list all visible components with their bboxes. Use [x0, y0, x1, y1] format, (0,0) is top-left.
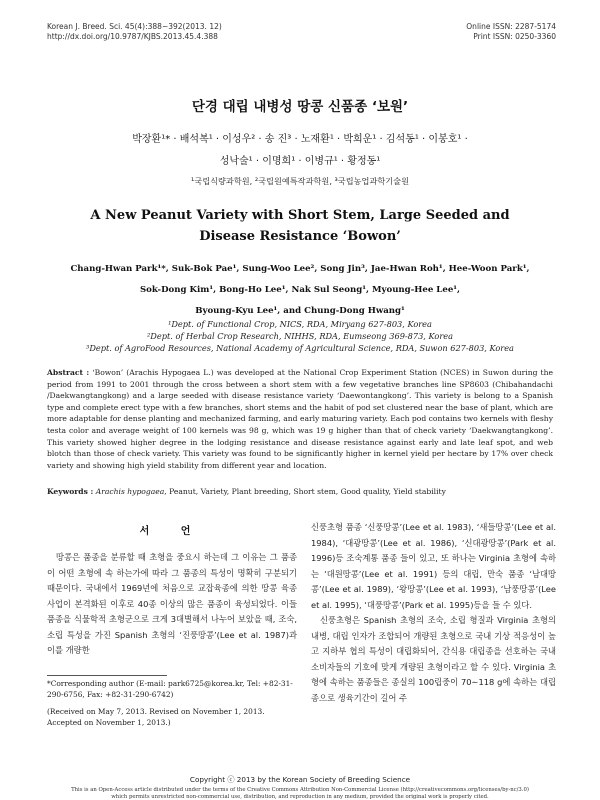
english-title [70, 205, 530, 247]
running-header-left [47, 22, 222, 42]
body-paragraph: 신풍초형은 Spanish 초형의 조숙, 소립 형질과 Virginia 초형의 내병, 대립 인자가 조합되어 개량된 초형으로 국내 기상 적응성이 높고 지하부 협의 특성이 대립화되어, 간식용 대립종을 선호하는 국내소비자들의 기호에 맞게 개량된 초형이라고 할 수 있다. Virginia 초형에 속하는 품종들은 종실의 100립중이 70∼118 g에 속하는 대립종으로 생육기간이 길어 주 [311, 615, 556, 703]
keywords [47, 486, 553, 497]
print-issn: Print ISSN: 0250-3360 [473, 32, 556, 41]
keywords-italic: Arachis hypogaea [95, 487, 165, 496]
abstract-label: Abstract : [47, 368, 90, 377]
body-paragraph: 신풍초형 품종 ‘신풍땅콩’(Lee et al. 1983), ‘새들땅콩’(Lee et al. 1984), ‘대광땅콩’(Lee et al. 1986), ‘신대광땅콩’(Park et al. 1996)등 조숙계통 품종 들이 있고, 또 하나는 Virginia 초형에 속하는 ‘대원땅콩’(Lee et al. 1991) 등의 대립, 만숙 품종 ‘남대땅콩’(Lee et al. 1989), ‘왕땅콩’(Lee et al. 1993), ‘남풍땅콩’(Lee et al. 1995), ‘대풍땅콩’(Park et al. 1995)등을 들 수 있다. [311, 522, 556, 610]
accepted-date: Accepted on November 1, 2013.) [47, 718, 171, 727]
abstract [47, 367, 553, 471]
affiliation-2: ²Dept. of Herbal Crop Research, NIHHS, RDA, Eumseong 369-873, Korea [147, 331, 453, 341]
korean-authors-line-1: 박장환¹* · 배석복¹ · 이성우² · 송 진³ · 노재환¹ · 박희운¹ · 김석동¹ · 이봉호¹ · [132, 134, 468, 145]
body-column-left [47, 550, 297, 659]
online-issn: Online ISSN: 2287-5174 [466, 22, 556, 31]
keywords-label: Keywords : [47, 487, 94, 496]
doi-link[interactable]: http://dx.doi.org/10.9787/KJBS.2013.45.4.388 [47, 32, 218, 41]
affiliation-1: ¹Dept. of Functional Crop, NICS, RDA, Miryang 627-803, Korea [168, 319, 432, 329]
english-title-line-2: Disease Resistance ‘Bowon’ [199, 229, 401, 244]
korean-authors [60, 129, 540, 173]
corresponding-author: *Corresponding author (E-mail: park6725@korea.kr, Tel: +82-31-290-6756, Fax: +82-31-290-6742) [47, 679, 293, 699]
received-date: (Received on May 7, 2013. Revised on November 1, 2013. [47, 707, 265, 716]
english-authors-line-2: Sok-Dong Kim¹, Bong-Ho Lee¹, Nak Sul Seong¹, Myoung-Hee Lee¹, [139, 285, 461, 295]
body-paragraph: 땅콩은 품종을 분류할 때 초형을 중요시 하는데 그 이유는 그 품종이 어떤 초형에 속 하는가에 따라 그 품종의 특성이 명확히 구분되기 때문이다. 국내에서 1969년에 처음으로 교잡육종에 의한 땅콩 육종사업이 본격화된 이후로 40종 이상의 많은 품종이 육성되었다. 이들 품종을 식물학적 초형군으로 크게 3대별해서 나누어 보았을 때, 조숙, 소립 특성을 가진 Spanish 초형의 ‘진풍땅콩’(Lee et al. 1987)과 이를 개량한 [47, 552, 297, 655]
section-heading-introduction: 서 언 [139, 526, 205, 537]
abstract-text: ‘Bowon’ (Arachis Hypogaea L.) was developed at the National Crop Experiment Station (NCES) in Suwon during the period from 1991 to 2001 through the cross between a short stem with a few vegetative branches line SP8603 (Chibahandachi /Daekwangtangkong) and a large seeded with disease resistance variety ‘Daewontangkong’. This variety is belong to a Spanish type and complete erect type with a few branches, short stems and the habit of pod set clustered near the base of plant, which are more adaptable for dense planting and mechanized farming, and early maturing variety. Each pod contains two kernels with fleshy testa color and average weight of 100 kernels was 98 g, which was 19 g higher than that of check variety ‘Daekwangtangkong’. This variety showed higher degree in the lodging resistance and disease resistance against early and late leaf spot, and web blotch than those of check variety. This variety was found to be significantly higher in kernel yield per hectare by 17% over check variety and showing high yield stability from different year and location. [47, 368, 553, 470]
english-affiliations [40, 318, 560, 354]
keywords-list: , Peanut, Variety, Plant breeding, Short stem, Good quality, Yield stability [164, 487, 446, 496]
english-title-line-1: A New Peanut Variety with Short Stem, Large Seeded and [90, 208, 510, 223]
footnote-divider [47, 675, 167, 676]
footnotes [47, 678, 297, 728]
english-authors [50, 259, 550, 322]
license-line-1: This is an Open-Access article distributed under the terms of the Creative Commons Attribution Non-Commercial License (http://creativecommons.org/licenses/by-nc/3.0) [71, 787, 529, 793]
korean-authors-line-2: 성낙술¹ · 이명희¹ · 이병규¹ · 황정동¹ [219, 156, 381, 167]
english-authors-line-3: Byoung-Kyu Lee¹, and Chung-Dong Hwang¹ [195, 306, 405, 316]
journal-citation: Korean J. Breed. Sci. 45(4):388~392(2013. 12) [47, 22, 222, 31]
license-line-2: which permits unrestricted non-commercial use, distribution, and reproduction in any medium, provided the original work is properly cited. [111, 793, 489, 800]
license-notice [40, 787, 560, 800]
affiliation-3: ³Dept. of AgroFood Resources, National Academy of Agricultural Science, RDA, Suwon 627-803, Korea [86, 343, 514, 353]
english-authors-line-1: Chang-Hwan Park¹*, Suk-Bok Pae¹, Sung-Woo Lee², Song Jin³, Jae-Hwan Roh¹, Hee-Woon Park¹, [70, 264, 530, 274]
korean-title: 단경 대립 내병성 땅콩 신품종 ‘보원’ [191, 99, 409, 115]
copyright-notice: Copyright ⓒ 2013 by the Korean Society of Breeding Science [189, 775, 411, 784]
body-column-right [311, 520, 556, 706]
running-header-right [466, 22, 556, 42]
korean-affiliations: ¹국립식량과학원, ²국립원예특작과학원, ³국립농업과학기술원 [191, 176, 409, 186]
